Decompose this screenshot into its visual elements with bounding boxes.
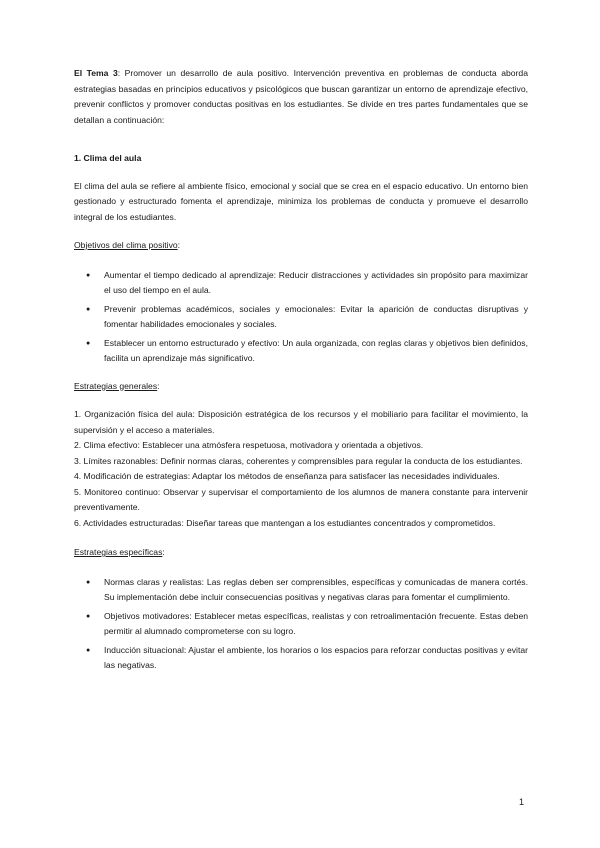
intro-paragraph <box>74 66 528 128</box>
clima-paragraph: El clima del aula se refiere al ambiente físico, emocional y social que se crea en el espacio educativo. Un entorno bien gestionado y estructurado fomenta el aprendizaje, minimiza los problemas de conducta y promueve el desarrollo integral de los estudiantes. <box>74 180 528 222</box>
intro-title: El Tema 3 <box>74 68 118 78</box>
list-item <box>82 575 528 606</box>
bullet-icon: ● <box>86 339 91 347</box>
bullet-icon: ● <box>86 305 91 313</box>
intro-text: : Promover un desarrollo de aula positivo. Intervención preventiva en problemas de conducta aborda estrategias basadas en principios educativos y psicológicos que buscan garantizar un entorno de aprendizaje efectivo, prevenir conflictos y promover conductas positivas en los estudiantes. Se divide en tres partes fundamentales que se detallan a continuación: <box>74 68 528 125</box>
especificas-heading <box>74 545 528 561</box>
especificas-list <box>74 575 528 674</box>
generales-colon: : <box>157 380 160 391</box>
objetivos-heading <box>74 238 528 254</box>
list-item: 3. Límites razonables: Definir normas claras, coherentes y comprensibles para regular la conducta de los estudiantes. <box>74 455 523 466</box>
especificas-colon: : <box>162 547 165 557</box>
list-item-text: Objetivos motivadores: Establecer metas específicas, realistas y con retroalimentación frecuente. Estas deben permitir al alumnado comprometerse con su logro. <box>104 610 528 636</box>
page-number: 1 <box>518 797 524 807</box>
list-item-text: Inducción situacional: Ajustar el ambiente, los horarios o los espacios para reforzar conductas positivas y evitar las negativas. <box>104 644 528 670</box>
list-item <box>82 609 528 640</box>
especificas-heading-text: Estrategias específicas <box>74 547 163 557</box>
bullet-icon: ● <box>86 612 91 620</box>
list-item: 1. Organización física del aula: Disposición estratégica de los recursos y el mobiliario para facilitar el movimiento, la supervisión y el acceso a materiales. <box>74 409 528 435</box>
list-item: 6. Actividades estructuradas: Diseñar tareas que mantengan a los estudiantes concentrados y comprometidos. <box>74 517 496 528</box>
list-item: 5. Monitoreo continuo: Observar y supervisar el comportamiento de los alumnos de manera constante para intervenir preventivamente. <box>74 486 528 512</box>
section-heading-clima: 1. Clima del aula <box>74 153 142 163</box>
bullet-icon: ● <box>86 646 91 654</box>
list-item-text: Aumentar el tiempo dedicado al aprendizaje: Reducir distracciones y actividades sin propósito para maximizar el uso del tiempo en el aula. <box>104 269 528 295</box>
list-item-text: Normas claras y realistas: Las reglas deben ser comprensibles, específicas y comunicadas de manera cortés. Su implementación debe incluir consecuencias positivas y negativas claras para fomentar el cumplimiento. <box>104 576 528 602</box>
list-item <box>82 643 528 674</box>
list-item: 2. Clima efectivo: Establecer una atmósfera respetuosa, motivadora y orientada a objetivos. <box>74 440 424 450</box>
generales-heading-text: Estrategias generales <box>74 380 158 391</box>
bullet-icon: ● <box>86 578 91 586</box>
list-item: 4. Modificación de estrategias: Adaptar los métodos de enseñanza para satisfacer las necesidades individuales. <box>74 471 500 481</box>
list-item <box>82 336 528 367</box>
list-item <box>82 268 528 299</box>
objetivos-list <box>74 268 528 367</box>
objetivos-heading-text: Objetivos del clima positivo <box>74 240 178 250</box>
generales-heading <box>74 379 528 395</box>
objetivos-colon: : <box>177 240 181 250</box>
list-item-text: Prevenir problemas académicos, sociales y emocionales: Evitar la aparición de conductas disruptivas y fomentar habilidades emocionales y sociales. <box>104 303 528 329</box>
bullet-icon: ● <box>86 271 91 279</box>
list-item-text: Establecer un entorno estructurado y efectivo: Un aula organizada, con reglas claras y objetivos bien definidos, facilita un aprendizaje más significativo. <box>104 337 528 363</box>
generales-list <box>74 407 528 531</box>
list-item <box>82 302 528 333</box>
